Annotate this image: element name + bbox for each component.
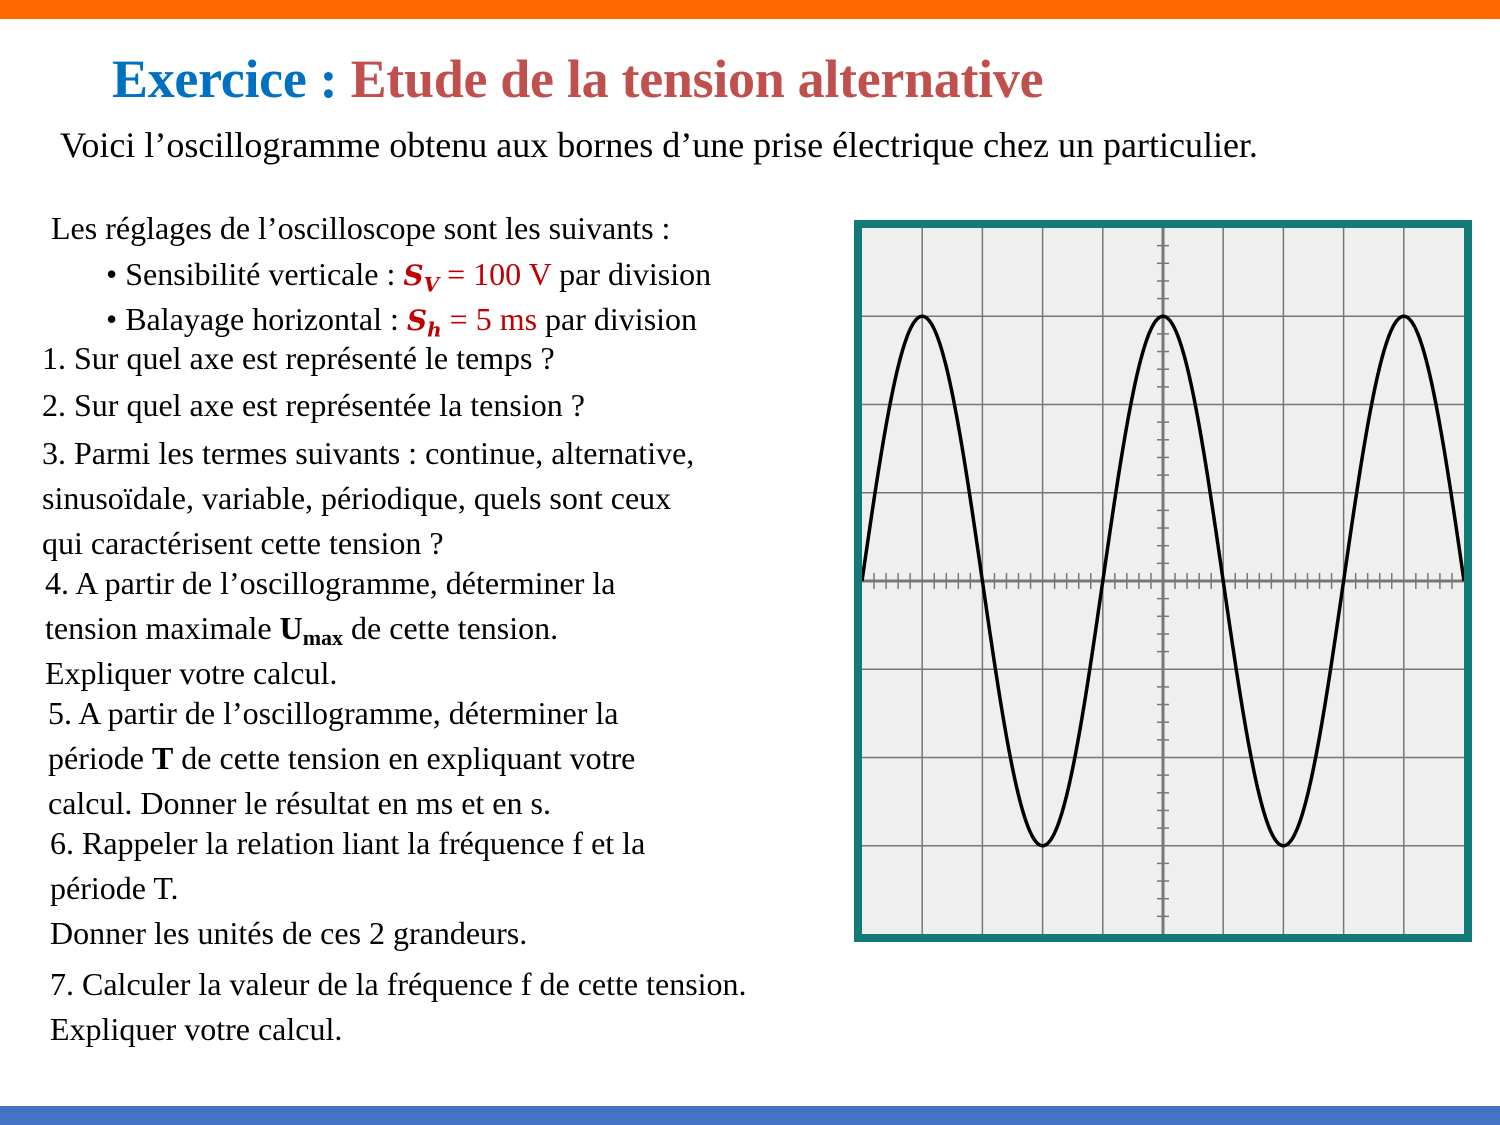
question-7-line-2: Expliquer votre calcul.: [50, 1011, 343, 1047]
setting-value: 5 ms: [475, 301, 538, 337]
question-3-line-1: 3. Parmi les termes suivants : continue, alternative,: [42, 435, 695, 471]
setting-equals: =: [439, 256, 474, 292]
question-1: 1. Sur quel axe est représenté le temps ?: [42, 340, 555, 376]
question-6-line-1: 6. Rappeler la relation liant la fréquence f et la: [50, 825, 646, 861]
setting-suffix: par division: [537, 301, 698, 337]
question-3-line-3: qui caractérisent cette tension ?: [42, 525, 444, 561]
setting-suffix: par division: [551, 256, 712, 292]
title-colon: :: [306, 49, 351, 109]
question-7-line-1: 7. Calculer la valeur de la fréquence f de cette tension.: [50, 966, 747, 1002]
sh-symbol: $S_h$: [406, 304, 442, 342]
question-6-line-2: période T.: [50, 870, 179, 906]
setting-label: • Sensibilité verticale :: [106, 256, 404, 292]
title-prefix: Exercice: [112, 49, 307, 109]
setting-label: • Balayage horizontal :: [106, 301, 407, 337]
question-5-line-1: 5. A partir de l’oscillogramme, déterminer la: [48, 695, 619, 731]
question-4-line-1: 4. A partir de l’oscillogramme, déterminer la: [45, 565, 616, 601]
sv-symbol: $S_V$: [403, 259, 440, 297]
top-accent-bar: [0, 0, 1500, 19]
oscillogram-chart: [862, 228, 1464, 934]
question-2: 2. Sur quel axe est représentée la tension ?: [42, 387, 585, 423]
title-subject: Etude de la tension alternative: [350, 49, 1044, 109]
umax-symbol: Umax: [279, 610, 344, 650]
setting-equals: =: [441, 301, 476, 337]
intro-text: Voici l’oscillogramme obtenu aux bornes d’une prise électrique chez un particulier.: [60, 125, 1258, 165]
setting-value: 100 V: [473, 256, 552, 292]
question-4-line-2: tension maximale Umax de cette tension.: [45, 610, 559, 650]
oscilloscope-screen: [854, 220, 1472, 942]
question-3-line-2: sinusoïdale, variable, périodique, quels sont ceux: [42, 480, 672, 516]
question-5-line-3: calcul. Donner le résultat en ms et en s.: [48, 785, 551, 821]
page-title: [112, 48, 1043, 110]
bottom-accent-bar: [0, 1106, 1500, 1125]
settings-heading: Les réglages de l’oscilloscope sont les suivants :: [51, 210, 671, 246]
period-symbol: T: [151, 740, 174, 776]
question-6-line-3: Donner les unités de ces 2 grandeurs.: [50, 915, 528, 951]
question-5-line-2: période T de cette tension en expliquant votre: [48, 740, 636, 776]
question-4-line-3: Expliquer votre calcul.: [45, 655, 338, 691]
